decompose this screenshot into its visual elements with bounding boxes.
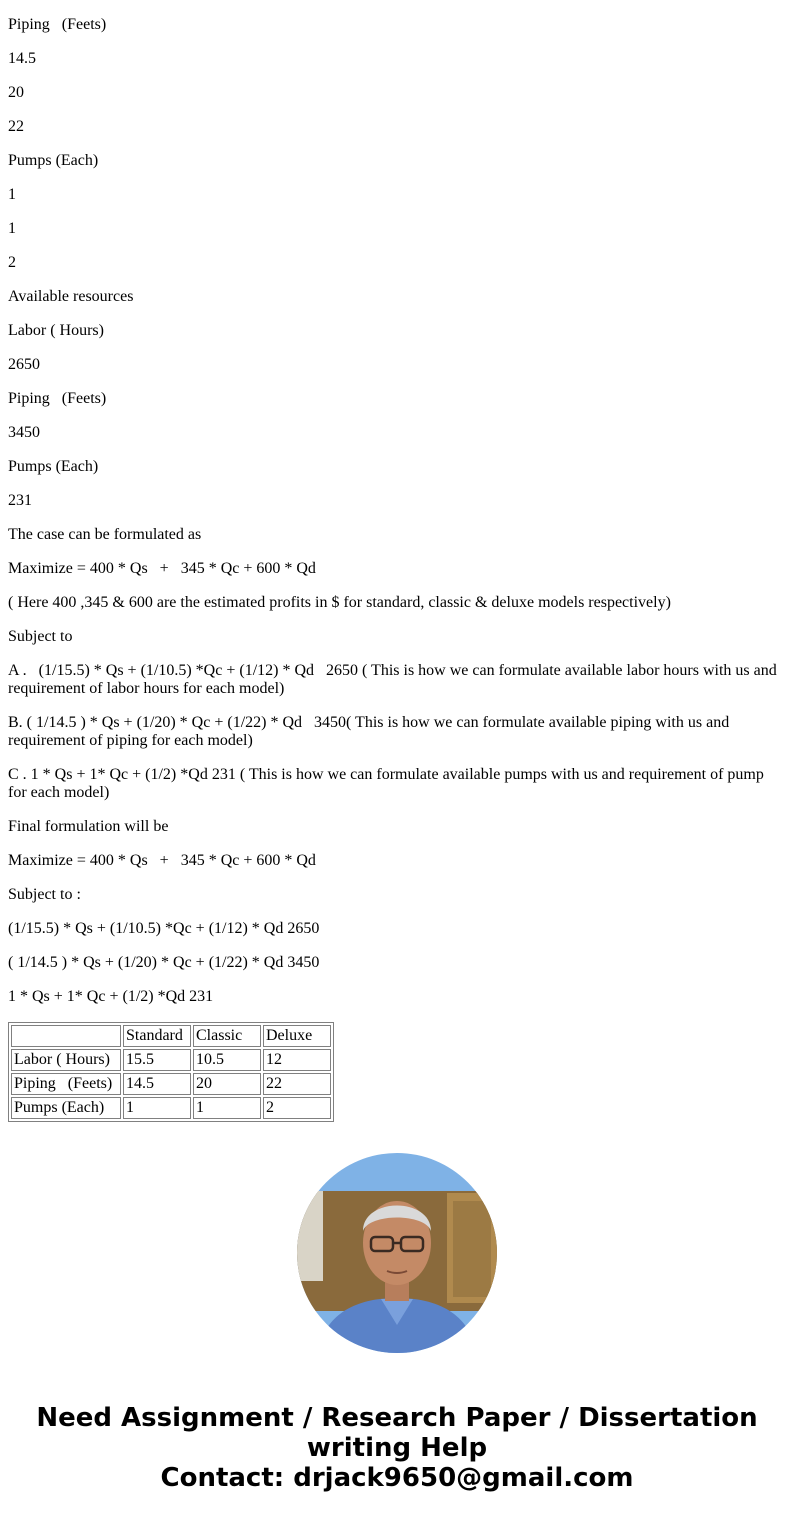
table-cell: 1 (193, 1097, 261, 1119)
paragraph: 1 (8, 220, 16, 237)
document-body (8, 16, 784, 1122)
paragraph: 2650 (8, 356, 40, 373)
table-cell: Classic (193, 1025, 261, 1047)
table-cell: Deluxe (263, 1025, 331, 1047)
paragraph: 14.5 (8, 50, 36, 67)
paragraph: Pumps (Each) (8, 152, 99, 169)
table-cell: 10.5 (193, 1049, 261, 1071)
paragraph: 3450 (8, 424, 40, 441)
banner-line: writing Help (306, 1433, 488, 1463)
paragraph: Final formulation will be (8, 818, 169, 835)
person-portrait-icon (297, 1153, 497, 1353)
table-cell: 22 (263, 1073, 331, 1095)
constraint-c: C . 1 * Qs + 1* Qc + (1/2) *Qd 231 ( This is how we can formulate available pumps with us and requirement of pump for each model) (8, 766, 768, 801)
table-row (11, 1049, 331, 1071)
constraint-a: A . (1/15.5) * Qs + (1/10.5) *Qc + (1/12) * Qd 2650 ( This is how we can formulate available labor hours with us and requirement of labor hours for each model) (8, 662, 781, 697)
table-cell: Piping (Feets) (11, 1073, 121, 1095)
table-cell: 2 (263, 1097, 331, 1119)
requirements-table (8, 1022, 334, 1122)
table-cell: Labor ( Hours) (11, 1049, 121, 1071)
paragraph: Piping (Feets) (8, 390, 107, 407)
table-row (11, 1097, 331, 1119)
constraint-b: B. ( 1/14.5 ) * Qs + (1/20) * Qc + (1/22) * Qd 3450( This is how we can formulate available piping with us and requirement of piping for each model) (8, 714, 734, 749)
paragraph: Piping (Feets) (8, 16, 107, 33)
help-banner (0, 1403, 794, 1493)
table-cell: 14.5 (123, 1073, 191, 1095)
paragraph: Pumps (Each) (8, 458, 99, 475)
paragraph: 2 (8, 254, 16, 271)
paragraph: Available resources (8, 288, 134, 305)
objective-function: Maximize = 400 * Qs + 345 * Qc + 600 * Qd (8, 560, 316, 577)
paragraph: 231 (8, 492, 32, 509)
table-cell: Standard (123, 1025, 191, 1047)
avatar (297, 1153, 497, 1353)
table-header-row (11, 1025, 331, 1047)
paragraph: Subject to (8, 628, 73, 645)
paragraph: Labor ( Hours) (8, 322, 104, 339)
table-cell: 15.5 (123, 1049, 191, 1071)
table-row (11, 1073, 331, 1095)
paragraph: ( Here 400 ,345 & 600 are the estimated profits in $ for standard, classic & deluxe models respectively) (8, 594, 671, 611)
paragraph: 20 (8, 84, 24, 101)
constraint: 1 * Qs + 1* Qc + (1/2) *Qd 231 (8, 988, 214, 1005)
paragraph: 1 (8, 186, 16, 203)
paragraph: The case can be formulated as (8, 526, 202, 543)
objective-function: Maximize = 400 * Qs + 345 * Qc + 600 * Qd (8, 852, 316, 869)
table-cell: 20 (193, 1073, 261, 1095)
table-cell: 1 (123, 1097, 191, 1119)
paragraph: Subject to : (8, 886, 81, 903)
table-cell: 12 (263, 1049, 331, 1071)
constraint: ( 1/14.5 ) * Qs + (1/20) * Qc + (1/22) * Qd 3450 (8, 954, 320, 971)
constraint: (1/15.5) * Qs + (1/10.5) *Qc + (1/12) * Qd 2650 (8, 920, 320, 937)
contact-line: Contact: drjack9650@gmail.com (160, 1463, 634, 1493)
paragraph: 22 (8, 118, 24, 135)
table-cell (11, 1025, 121, 1047)
table-cell: Pumps (Each) (11, 1097, 121, 1119)
banner-line: Need Assignment / Research Paper / Dissertation (36, 1403, 758, 1433)
